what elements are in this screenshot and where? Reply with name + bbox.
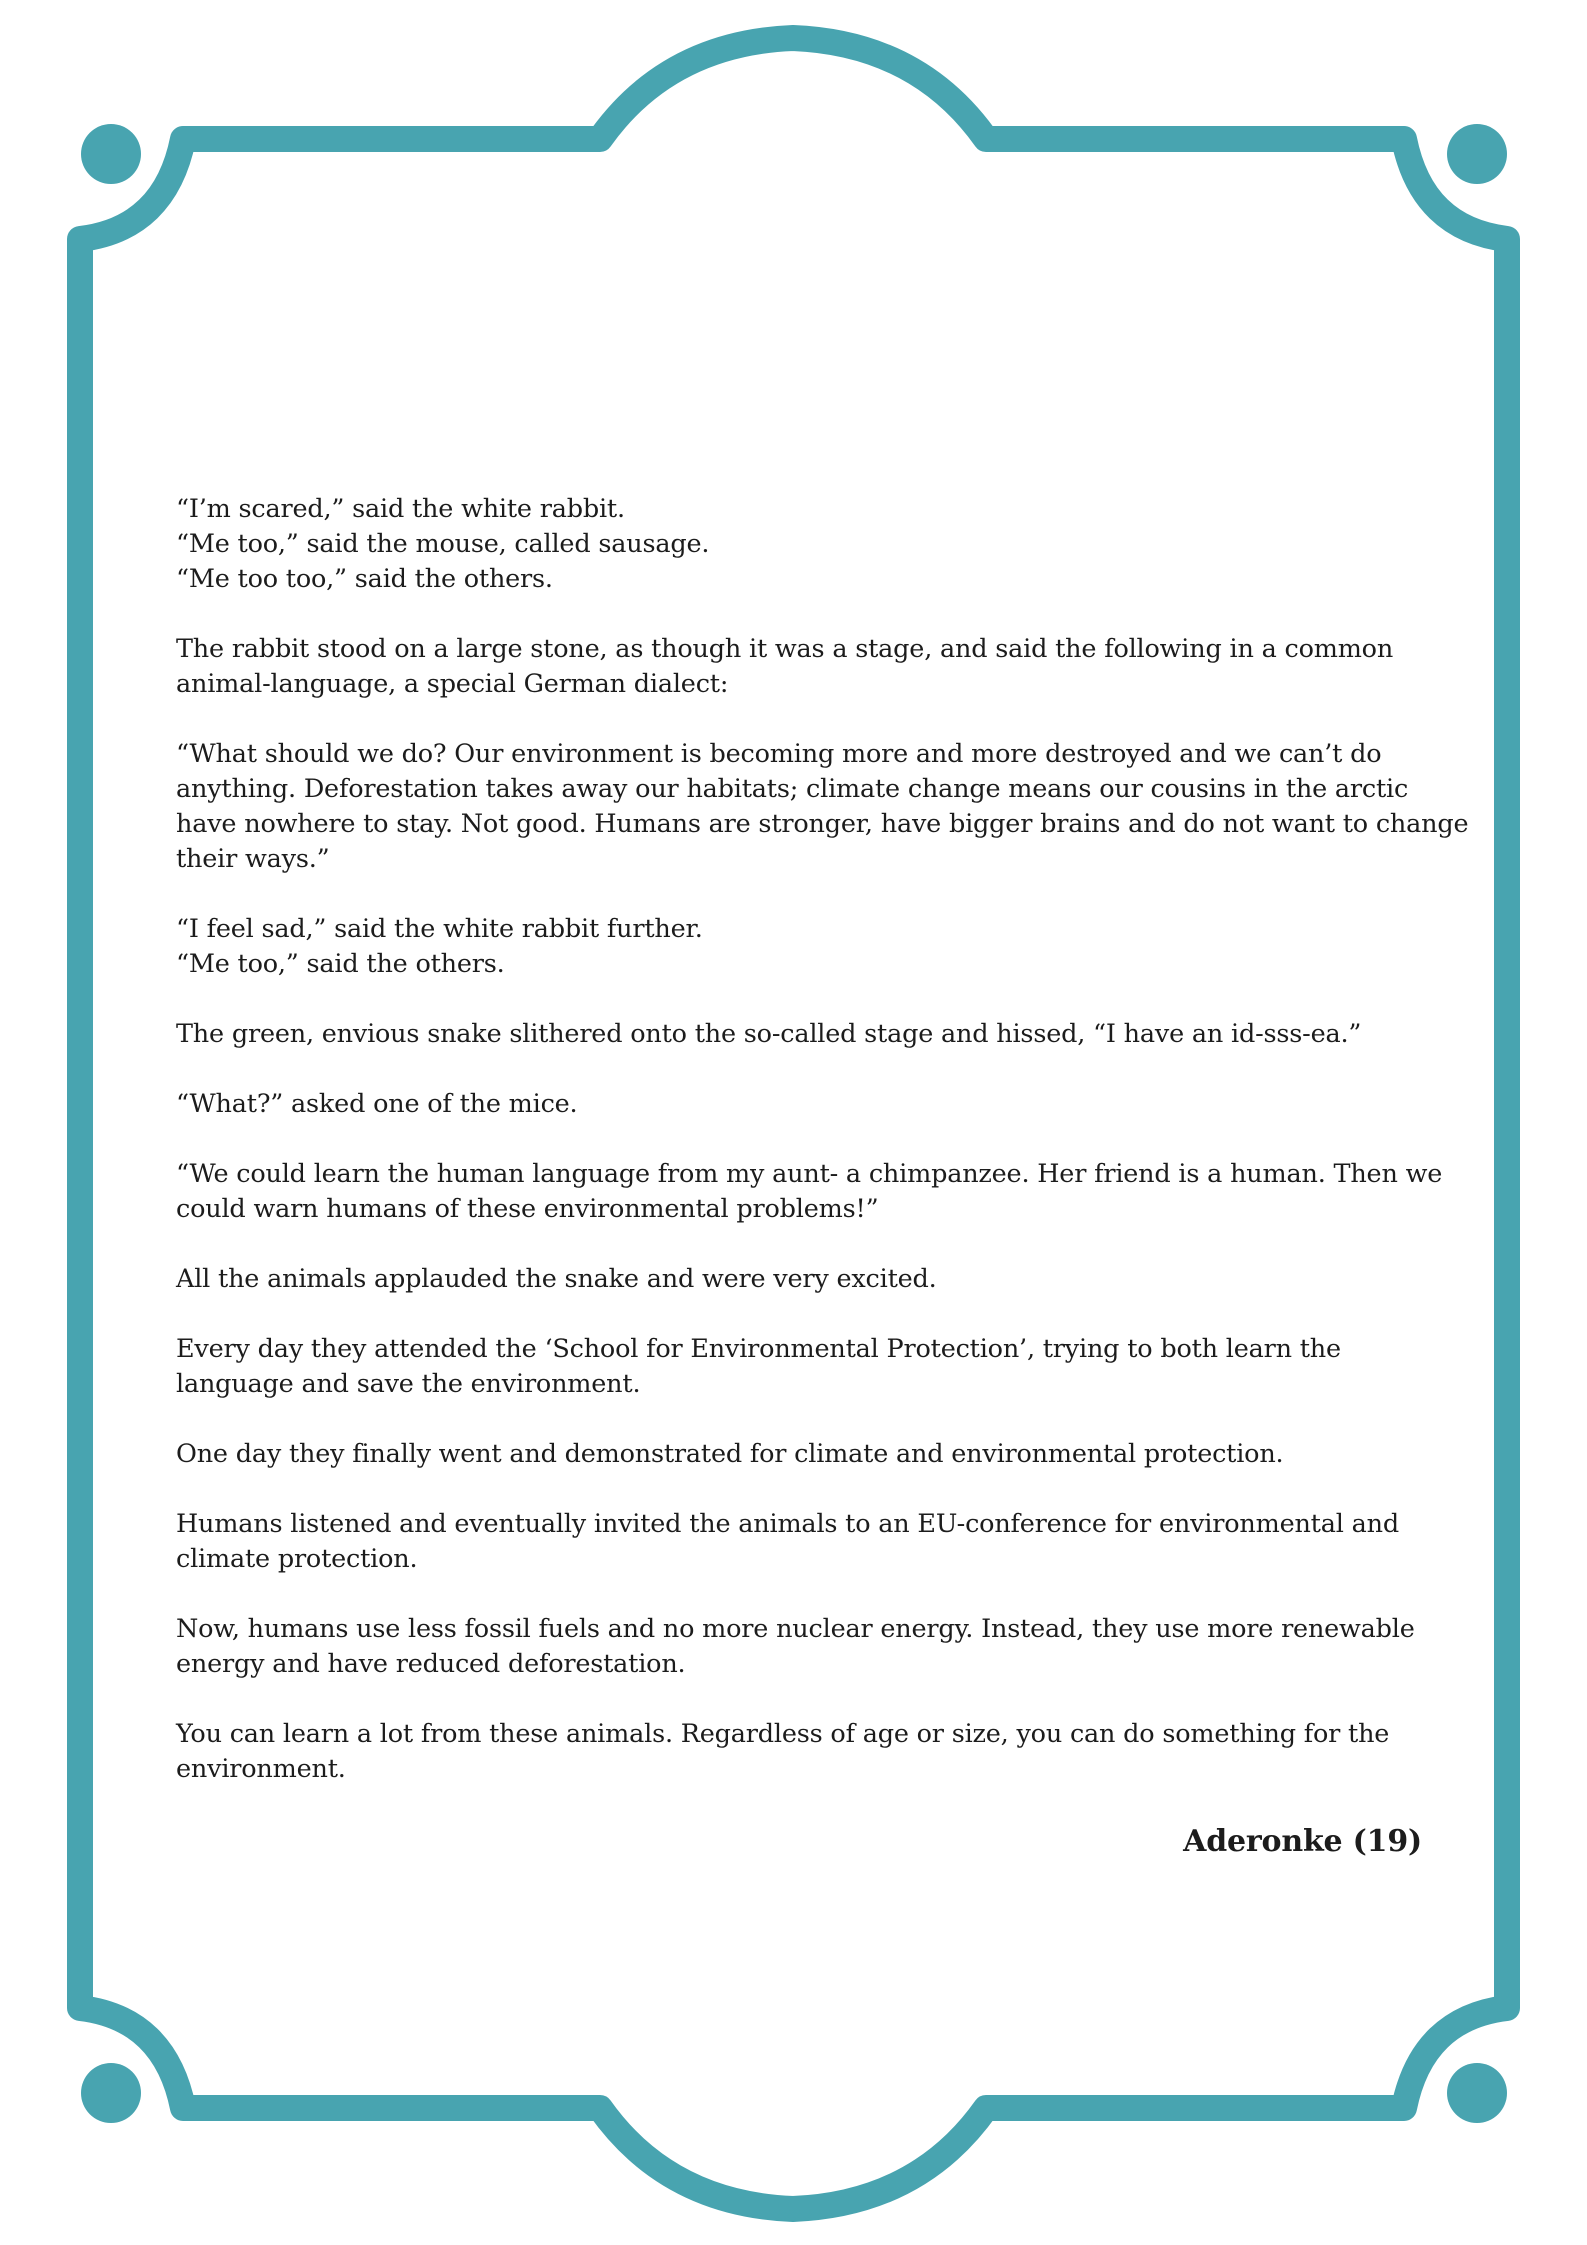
story-line: Every day they attended the ‘School for Environmental Protection’, trying to both learn the [176,1334,1341,1364]
story-line: “What should we do? Our environment is becoming more and more destroyed and we can’t do [176,739,1382,769]
story-paragraph [176,492,1438,597]
corner-dot-top-right [1447,124,1507,184]
corner-dot-bottom-right [1447,2063,1507,2123]
story-line: The green, envious snake slithered onto the so-called stage and hissed, “I have an id-sss-ea.” [176,1019,1362,1049]
story-line: “Me too,” said the others. [176,949,505,979]
story-line: “I’m scared,” said the white rabbit. [176,494,625,524]
story-line: energy and have reduced deforestation. [176,1649,686,1679]
story-line: “Me too,” said the mouse, called sausage. [176,529,710,559]
story-line: “I feel sad,” said the white rabbit further. [176,914,703,944]
story-paragraph [176,912,1438,982]
story-line: have nowhere to stay. Not good. Humans are stronger, have bigger brains and do not want to change [176,809,1469,839]
story-line: climate protection. [176,1544,418,1574]
story-line: Humans listened and eventually invited the animals to an EU-conference for environmental and [176,1509,1399,1539]
story-line: “What?” asked one of the mice. [176,1089,578,1119]
story-paragraphs [176,492,1469,1787]
corner-dot-top-left [81,124,141,184]
story-line: anything. Deforestation takes away our habitats; climate change means our cousins in the arctic [176,774,1409,804]
story-paragraph [176,1437,1438,1472]
story-line: The rabbit stood on a large stone, as though it was a stage, and said the following in a common [176,634,1394,664]
story-text [176,492,1469,1862]
story-paragraph [176,1262,1438,1297]
story-line: language and save the environment. [176,1369,641,1399]
author-signature: Aderonke (19) [1183,1824,1422,1859]
story-paragraph [176,1507,1438,1577]
story-line: “Me too too,” said the others. [176,564,553,594]
story-line: their ways.” [176,844,330,874]
story-paragraph [176,737,1469,877]
story-paragraph [176,1087,1438,1122]
story-paragraph [176,1157,1443,1227]
story-line: All the animals applauded the snake and were very excited. [176,1264,937,1294]
story-paragraph [176,1017,1438,1052]
story-line: Now, humans use less fossil fuels and no more nuclear energy. Instead, they use more renewable [176,1614,1415,1644]
story-line: One day they finally went and demonstrated for climate and environmental protection. [176,1439,1284,1469]
story-line: could warn humans of these environmental problems!” [176,1194,879,1224]
story-paragraph [176,632,1438,702]
story-paragraph [176,1612,1438,1682]
story-line: animal-language, a special German dialect: [176,669,729,699]
story-line: You can learn a lot from these animals. Regardless of age or size, you can do something for the [176,1719,1390,1749]
corner-dot-bottom-left [81,2063,141,2123]
story-line: environment. [176,1754,346,1784]
story-paragraph [176,1717,1438,1787]
story-paragraph [176,1332,1438,1402]
story-line: “We could learn the human language from my aunt- a chimpanzee. Her friend is a human. Then we [176,1159,1443,1189]
